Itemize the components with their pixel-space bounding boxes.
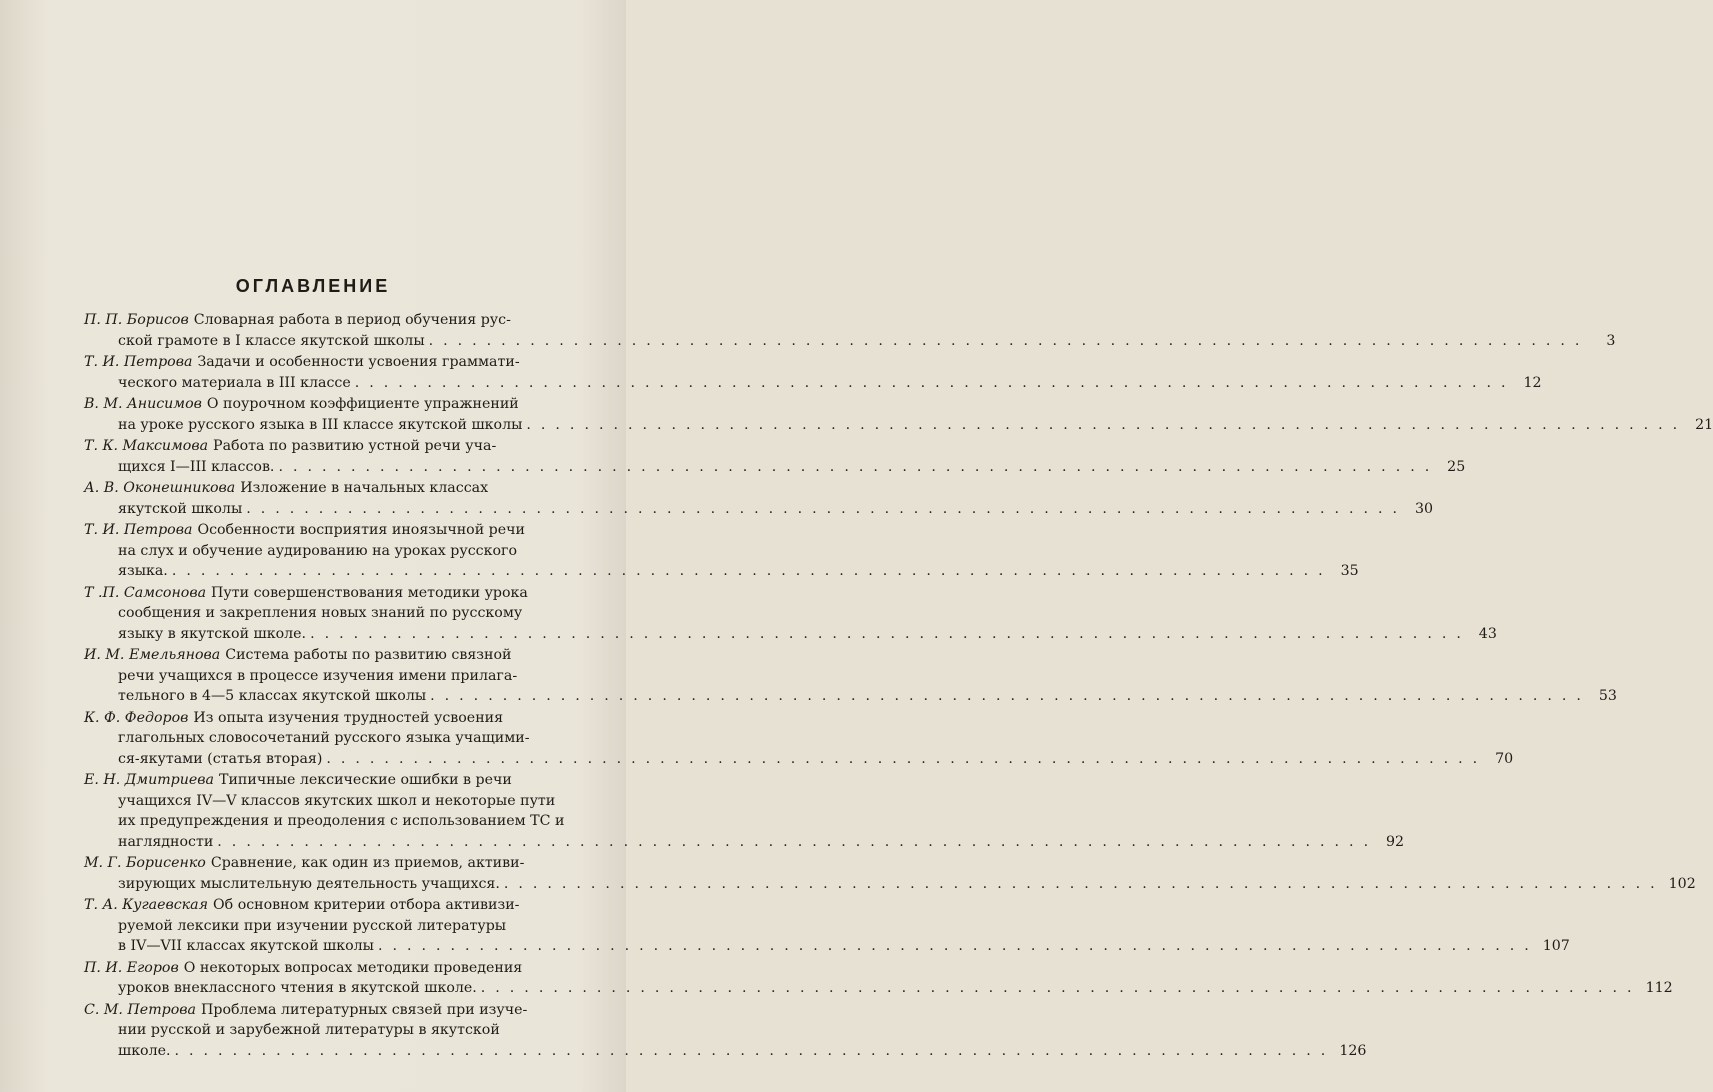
toc-entry-line xyxy=(84,415,1713,436)
toc-entry-text: Словарная работа в период обучения рус- xyxy=(193,312,511,328)
toc-entry-text: Из опыта изучения трудностей усвоения xyxy=(193,709,504,726)
leader-dots: ................................................................................ xyxy=(377,938,1539,954)
toc-entry-page-number: 102 xyxy=(1668,875,1696,892)
toc-entry-line xyxy=(84,603,586,624)
toc-entry xyxy=(84,895,1570,957)
toc-entry-text: тельного в 4—5 классах якутской школы xyxy=(118,688,427,704)
leader-dots: ................................................................................ xyxy=(430,688,1591,704)
toc-entry-line xyxy=(84,895,586,916)
toc-entry xyxy=(84,645,1617,707)
toc-entry-line xyxy=(84,645,586,666)
toc-entry-line xyxy=(84,541,586,562)
toc-entry-text: руемой лексики при изучении русской литературы xyxy=(118,917,507,934)
toc-entry-author: С. М. Петрова xyxy=(84,1001,196,1018)
toc-entry-page-number: 12 xyxy=(1523,374,1542,391)
leader-dots: ................................................................................ xyxy=(217,833,1379,850)
toc-entry-page-number: 25 xyxy=(1447,458,1466,475)
toc-entry-line xyxy=(84,1020,586,1041)
leader-dots: ................................................................................ xyxy=(246,500,1408,517)
toc-entry-page-number: 3 xyxy=(1606,332,1616,349)
toc-entry-line xyxy=(84,811,586,832)
toc-entry-author: П. И. Егоров xyxy=(84,959,179,976)
toc-entry-text: на слух и обучение аудированию на уроках русского xyxy=(118,542,518,559)
toc-entry-line xyxy=(84,936,1570,957)
toc-entry-author: Е. Н. Дмитриева xyxy=(84,772,214,788)
toc-entry-text: Пути совершенствования методики урока xyxy=(211,584,528,601)
leader-dots: ................................................................................ xyxy=(174,1042,1336,1059)
toc-entry-text: их предупреждения и преодоления с использованием ТС и xyxy=(118,813,565,829)
leader-dots: ................................................................................ xyxy=(310,625,1471,642)
toc-entry-line xyxy=(84,708,586,729)
toc-entry-line xyxy=(84,791,586,812)
toc-entry-page-number: 70 xyxy=(1495,750,1514,767)
toc-entry-text: щихся I—III классов. xyxy=(118,458,275,475)
toc-entry xyxy=(84,1000,1367,1062)
toc-entry-author: И. М. Емельянова xyxy=(84,647,221,663)
toc-entry-line xyxy=(84,520,586,541)
toc-entry-text: уроков внеклассного чтения в якутской школе. xyxy=(118,980,477,996)
toc-entry-line xyxy=(84,832,1405,853)
toc-entry-text: в IV—VII классах якутской школы xyxy=(118,938,374,954)
toc-entry-text: ской грамоте в I классе якутской школы xyxy=(118,332,425,349)
leader-dots: ................................................................................ xyxy=(428,332,1590,349)
toc-entry xyxy=(84,708,1514,770)
toc-entry-author: Т .П. Самсонова xyxy=(84,584,207,601)
toc-entry-page-number: 43 xyxy=(1478,625,1497,642)
toc-entry-text: О некоторых вопросах методики проведения xyxy=(183,959,523,976)
leader-dots: ................................................................................ xyxy=(480,980,1642,996)
toc-entry-line xyxy=(84,331,1616,352)
toc-entry-text: наглядности xyxy=(118,833,214,850)
toc-entry-page-number: 92 xyxy=(1386,833,1405,850)
toc-entry-line xyxy=(84,478,586,499)
toc-entry-text: О поурочном коэффициенте упражнений xyxy=(206,396,519,412)
toc-entry-text: нии русской и зарубежной литературы в якутской xyxy=(118,1022,500,1038)
leader-dots: ................................................................................ xyxy=(503,875,1665,892)
toc-entry-author: А. В. Оконешникова xyxy=(84,480,236,496)
toc-entry-text: якутской школы xyxy=(118,500,243,517)
leader-dots: ................................................................................ xyxy=(526,416,1688,433)
toc-entry-page-number: 53 xyxy=(1598,688,1617,704)
toc-entry xyxy=(84,310,1616,351)
toc-entry xyxy=(84,583,1497,645)
toc-entry-text: Задачи и особенности усвоения граммати- xyxy=(197,354,520,370)
toc-entry-line xyxy=(84,1000,586,1021)
leader-dots: ................................................................................ xyxy=(354,374,1516,391)
leader-dots: ................................................................................ xyxy=(278,458,1440,475)
toc-entry-line xyxy=(84,728,586,749)
toc-entry xyxy=(84,958,1673,999)
toc-entry-text: языка. xyxy=(118,563,168,579)
toc-entry-line xyxy=(84,749,1514,770)
toc-entry-line xyxy=(84,583,586,604)
leader-dots: ................................................................................ xyxy=(326,750,1488,767)
toc-entry-line xyxy=(84,874,1696,895)
page-title: ОГЛАВЛЕНИЕ xyxy=(235,276,391,296)
toc-entry-author: Т. А. Кугаевская xyxy=(84,897,209,913)
toc-entry-page-number: 112 xyxy=(1645,980,1673,996)
toc-entry-author: Т. И. Петрова xyxy=(84,354,193,370)
toc-entry-page-number: 35 xyxy=(1340,563,1359,579)
toc-entry-line xyxy=(84,1041,1367,1062)
toc-entry-line xyxy=(84,373,1542,394)
toc-entry xyxy=(84,478,1434,519)
toc-entry-line xyxy=(84,686,1617,707)
toc-entry-text: языку в якутской школе. xyxy=(118,625,307,642)
toc-entry-line xyxy=(84,624,1497,645)
toc-entry-line xyxy=(84,666,586,687)
toc-entry-text: Система работы по развитию связной xyxy=(225,647,512,663)
toc-entry-line xyxy=(84,958,586,979)
toc-entry-page-number: 21 xyxy=(1695,416,1713,433)
toc-entry-text: Сравнение, как один из приемов, активи- xyxy=(210,855,525,871)
toc-entry-author: П. П. Борисов xyxy=(84,312,189,328)
toc-entry-line xyxy=(84,916,586,937)
toc-entry xyxy=(84,436,1466,477)
toc-entry xyxy=(84,853,1696,894)
toc-entry-author: Т. К. Максимова xyxy=(84,438,209,454)
table-of-contents xyxy=(84,310,1713,1062)
toc-entry-text: Изложение в начальных классах xyxy=(240,480,489,496)
toc-entry-text: Особенности восприятия иноязычной речи xyxy=(197,522,525,538)
toc-entry-page-number: 107 xyxy=(1542,938,1570,954)
toc-entry-line xyxy=(84,310,586,331)
toc-entry-author: М. Г. Борисенко xyxy=(84,855,206,871)
toc-entry xyxy=(84,520,1359,582)
toc-entry-author: К. Ф. Федоров xyxy=(84,709,189,726)
toc-entry-text: Об основном критерии отбора активизи- xyxy=(213,897,520,913)
toc-entry-line xyxy=(84,394,586,415)
toc-entry-page-number: 126 xyxy=(1339,1042,1367,1059)
toc-entry-text: ческого материала в III классе xyxy=(118,374,351,391)
toc-entry-text: Работа по развитию устной речи уча- xyxy=(213,438,497,454)
toc-entry-line xyxy=(84,499,1434,520)
toc-entry-line xyxy=(84,853,586,874)
toc-entry-author: В. М. Анисимов xyxy=(84,396,202,412)
toc-entry-text: речи учащихся в процессе изучения имени прилага- xyxy=(118,667,518,684)
toc-entry-text: ся-якутами (статья вторая) xyxy=(118,750,323,767)
toc-entry-line xyxy=(84,436,586,457)
toc-entry-text: сообщения и закрепления новых знаний по русскому xyxy=(118,605,523,621)
toc-entry-text: глагольных словосочетаний русского языка учащими- xyxy=(118,730,530,746)
leader-dots: ................................................................................ xyxy=(171,563,1333,579)
toc-entry-text: школе. xyxy=(118,1042,171,1059)
toc-entry-line xyxy=(84,561,1359,582)
toc-entry-author: Т. И. Петрова xyxy=(84,522,193,538)
toc-entry xyxy=(84,394,1713,435)
toc-entry xyxy=(84,770,1405,852)
toc-entry-text: учащихся IV—V классов якутских школ и некоторые пути xyxy=(118,792,556,809)
toc-entry-line xyxy=(84,457,1466,478)
toc-entry-line xyxy=(84,770,586,791)
toc-entry-line xyxy=(84,978,1673,999)
toc-entry xyxy=(84,352,1542,393)
toc-entry-page-number: 30 xyxy=(1414,500,1434,517)
toc-entry-text: зирующих мыслительную деятельность учащихся. xyxy=(118,875,500,892)
toc-entry-text: на уроке русского языка в III классе якутской школы xyxy=(118,416,523,433)
toc-entry-text: Проблема литературных связей при изуче- xyxy=(200,1001,528,1018)
toc-entry-text: Типичные лексические ошибки в речи xyxy=(219,772,512,788)
toc-entry-line xyxy=(84,352,586,373)
